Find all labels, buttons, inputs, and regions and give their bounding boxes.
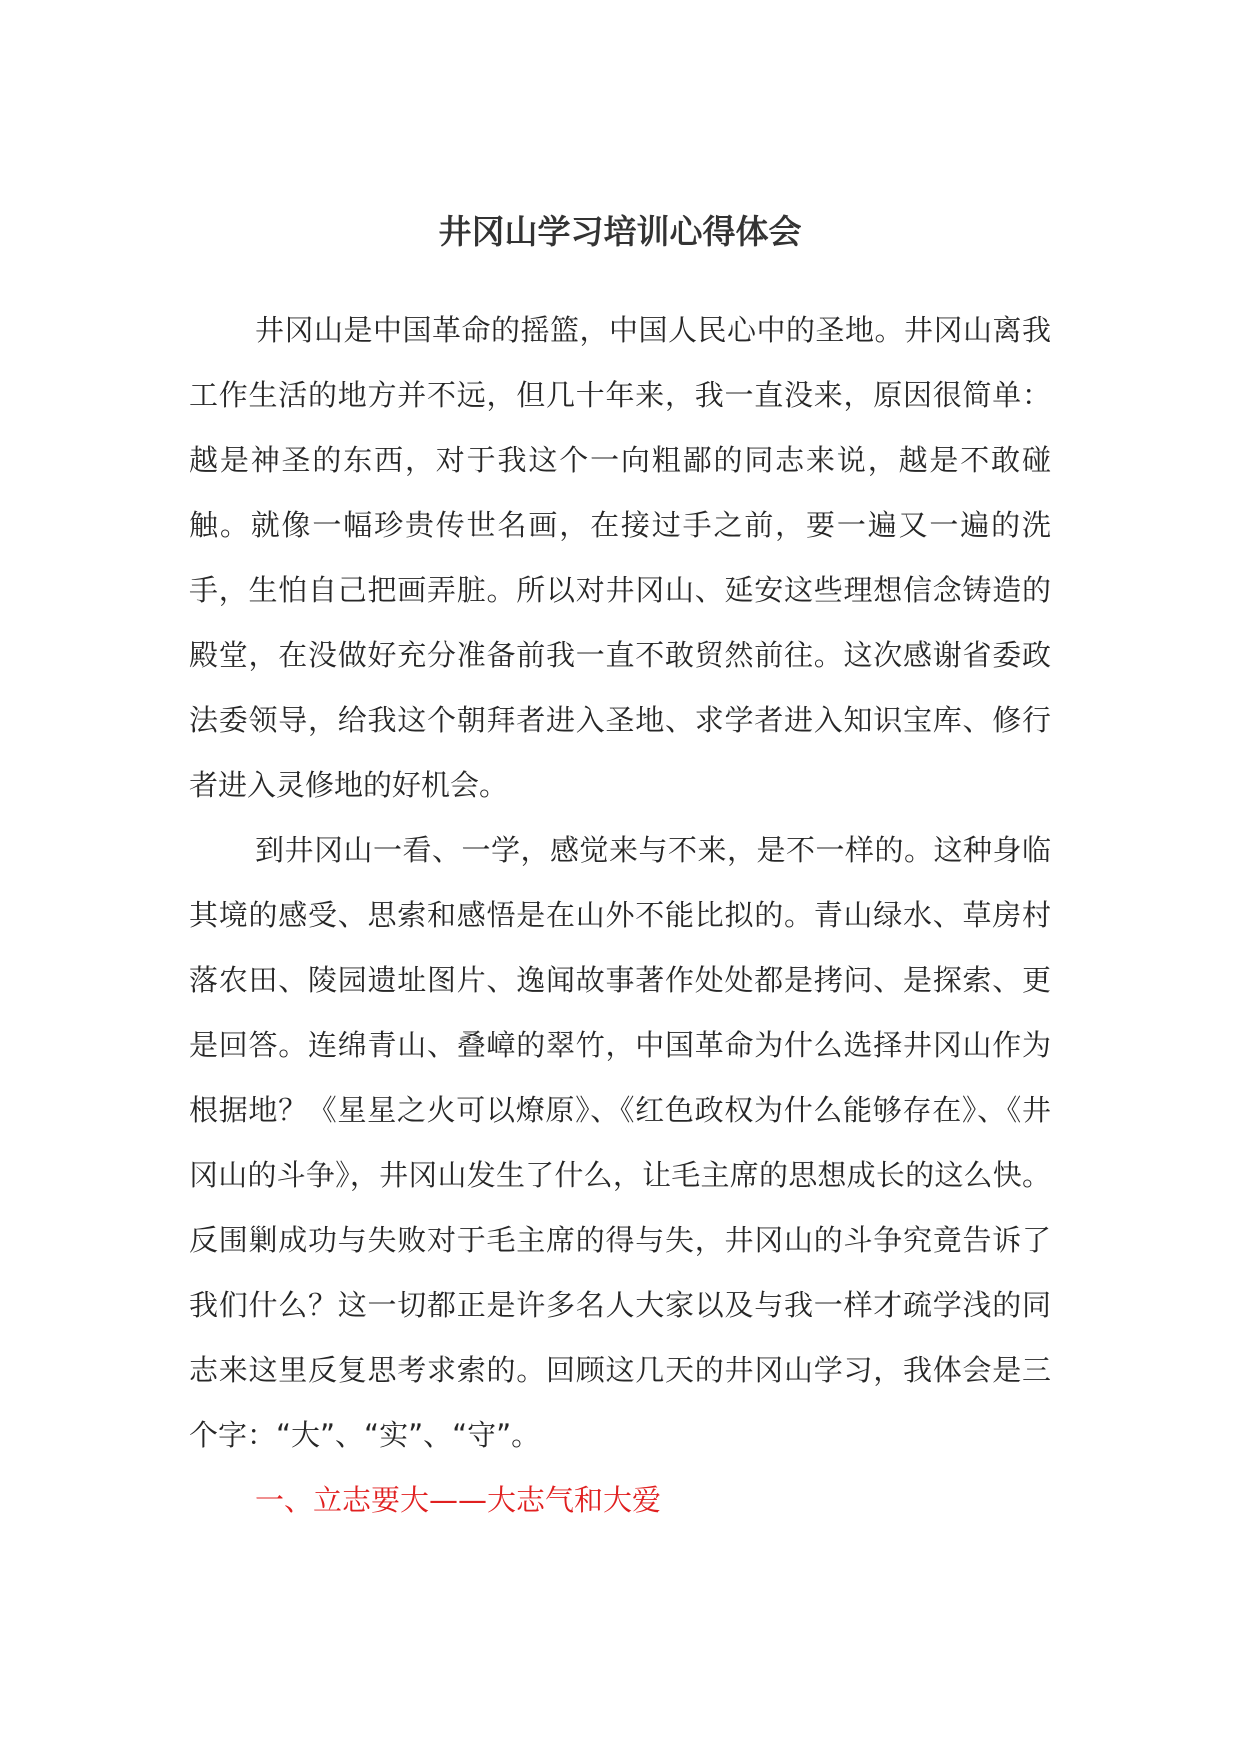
- paragraph-reflection: 到井冈山一看、一学，感觉来与不来，是不一样的。这种身临其境的感受、思索和感悟是在山外不能比拟的。青山绿水、草房村落农田、陵园遗址图片、逸闻故事著作处处都是拷问、是探索、更是回答。连绵青山、叠嶂的翠竹，中国革命为什么选择井冈山作为根据地？《星星之火可以燎原》、《红色政权为什么能够存在》、《井冈山的斗争》，井冈山发生了什么，让毛主席的思想成长的这么快。反围剿成功与失败对于毛主席的得与失，井冈山的斗争究竟告诉了我们什么？这一切都正是许多名人大家以及与我一样才疏学浅的同志来这里反复思考求索的。回顾这几天的井冈山学习，我体会是三个字：“大”、“实”、“守”。: [189, 833, 1051, 1452]
- section-heading-1: 一、立志要大——大志气和大爱: [255, 1483, 662, 1517]
- document-body: [189, 298, 1051, 1533]
- paragraph-intro: 井冈山是中国革命的摇篮，中国人民心中的圣地。井冈山离我工作生活的地方并不远，但几十年来，我一直没来，原因很简单：越是神圣的东西，对于我这个一向粗鄙的同志来说，越是不敢碰触。就像一幅珍贵传世名画，在接过手之前，要一遍又一遍的洗手，生怕自己把画弄脏。所以对井冈山、延安这些理想信念铸造的殿堂，在没做好充分准备前我一直不敢贸然前往。这次感谢省委政法委领导，给我这个朝拜者进入圣地、求学者进入知识宝库、修行者进入灵修地的好机会。: [189, 313, 1051, 802]
- document-title: 井冈山学习培训心得体会: [438, 212, 802, 251]
